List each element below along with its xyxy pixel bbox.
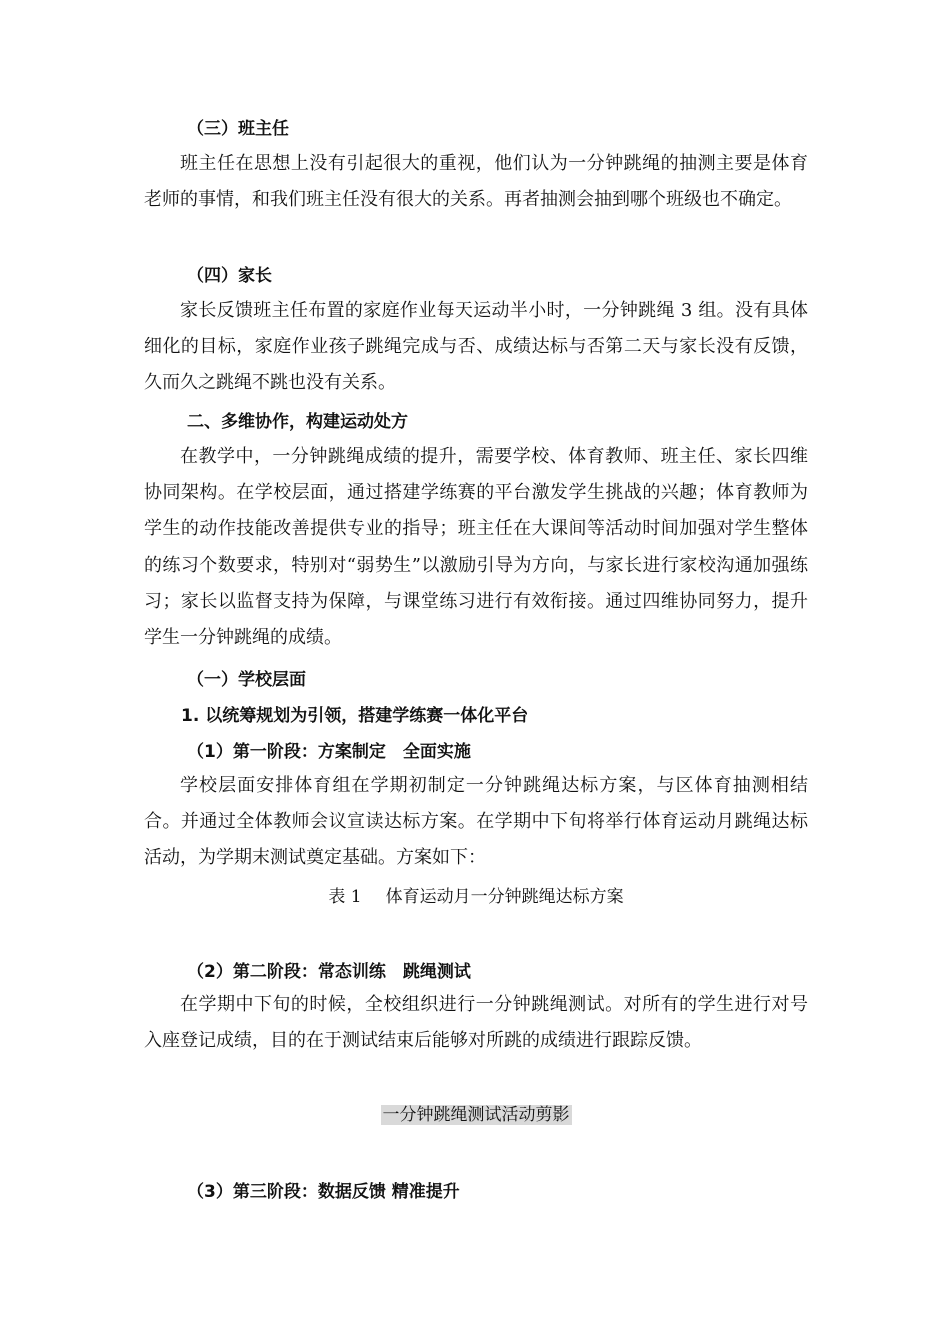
table-caption xyxy=(144,885,808,909)
table-caption-label: 表 1 xyxy=(328,887,362,907)
heading-stage-2: （2）第二阶段：常态训练 跳绳测试 xyxy=(187,962,471,982)
photo-caption xyxy=(144,1103,808,1127)
paragraph-part-two: 在教学中，一分钟跳绳成绩的提升，需要学校、体育教师、班主任、家长四维协同架构。在学校层面，通过搭建学练赛的平台激发学生挑战的兴趣；体育教师为学生的动作技能改善提供专业的指导；班主任在大课间等活动时间加强对学生整体的练习个数要求，特别对“弱势生”以激励引导为方向，与家长进行家校沟通加强练习；家长以监督支持为保障，与课堂练习进行有效衔接。通过四维协同努力，提升学生一分钟跳绳的成绩。 xyxy=(144,446,808,649)
heading-stage-3: （3）第三阶段：数据反馈 精准提升 xyxy=(187,1182,460,1202)
heading-headteacher: （三）班主任 xyxy=(187,119,289,139)
paragraph-stage-2: 在学期中下旬的时候，全校组织进行一分钟跳绳测试。对所有的学生进行对号入座登记成绩，目的在于测试结束后能够对所跳的成绩进行跟踪反馈。 xyxy=(144,994,808,1052)
paragraph-stage-1: 学校层面安排体育组在学期初制定一分钟跳绳达标方案，与区体育抽测相结合。并通过全体教师会议宣读达标方案。在学期中下旬将举行体育运动月跳绳达标活动，为学期末测试奠定基础。方案如下： xyxy=(144,775,808,869)
photo-caption-text: 一分钟跳绳测试活动剪影 xyxy=(382,1105,570,1125)
heading-part-two: 二、多维协作，构建运动处方 xyxy=(187,412,408,432)
paragraph-parents: 家长反馈班主任布置的家庭作业每天运动半小时，一分钟跳绳 3 组。没有具体细化的目标，家庭作业孩子跳绳完成与否、成绩达标与否第二天与家长没有反馈，久而久之跳绳不跳也没有关系。 xyxy=(144,300,808,394)
heading-parents: （四）家长 xyxy=(187,266,272,286)
heading-school-level: （一）学校层面 xyxy=(187,670,306,690)
heading-school-item-1: 1. 以统筹规划为引领，搭建学练赛一体化平台 xyxy=(181,706,529,726)
table-caption-text: 体育运动月一分钟跳绳达标方案 xyxy=(385,887,624,907)
heading-stage-1: （1）第一阶段：方案制定 全面实施 xyxy=(187,742,471,762)
paragraph-headteacher: 班主任在思想上没有引起很大的重视，他们认为一分钟跳绳的抽测主要是体育老师的事情，和我们班主任没有很大的关系。再者抽测会抽到哪个班级也不确定。 xyxy=(144,153,808,211)
